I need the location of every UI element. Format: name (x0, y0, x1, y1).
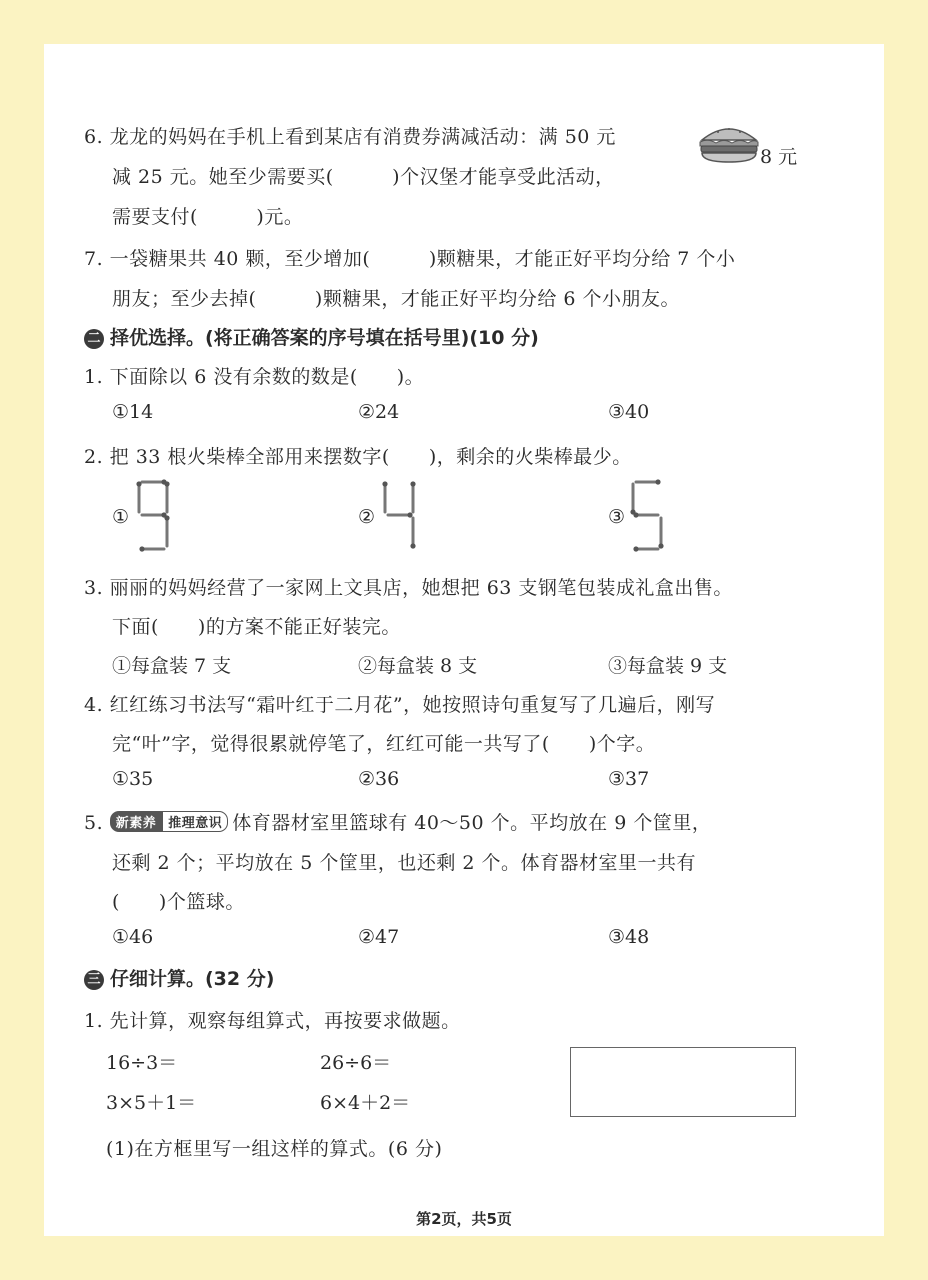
s2q3-option-1: ①每盒装 7 支 (112, 655, 232, 677)
section2-badge: 二 (84, 329, 104, 349)
s2q2-option-2: ② (358, 506, 376, 528)
s3q1-text: 1. 先计算，观察每组算式，再按要求做题。 (84, 1010, 461, 1032)
matchstick-digit-4 (382, 478, 416, 554)
section3-heading (84, 964, 274, 991)
s2q5-option-2: ②47 (358, 926, 400, 948)
page-number: 第2页，共5页 (416, 1210, 512, 1228)
s3q1-sub1: (1)在方框里写一组这样的算式。(6 分) (106, 1138, 443, 1160)
s2q5-text-1: 体育器材室里篮球有 40～50 个。平均放在 9 个筐里， (232, 812, 712, 834)
q7-line1: 7. 一袋糖果共 40 颗，至少增加( )颗糖果，才能正好平均分给 7 个小 (84, 248, 736, 270)
s2q5-line2: 还剩 2 个；平均放在 5 个筐里，也还剩 2 个。体育器材室里一共有 (112, 852, 697, 874)
s2q2-option-1: ① (112, 506, 130, 528)
expression-3: 3×5＋1＝ (106, 1092, 197, 1114)
s2q3-option-2: ②每盒装 8 支 (358, 655, 478, 677)
expression-2: 26÷6＝ (320, 1052, 392, 1074)
s2q2-text: 2. 把 33 根火柴棒全部用来摆数字( )，剩余的火柴棒最少。 (84, 446, 632, 468)
s2q4-option-3: ③37 (608, 768, 650, 790)
s2q1-option-1: ①14 (112, 401, 154, 423)
reasoning-tag: 推理意识 (162, 811, 228, 832)
s2q1-text: 1. 下面除以 6 没有余数的数是( )。 (84, 366, 425, 388)
matchstick-digit-5 (630, 478, 664, 554)
q6-line1: 6. 龙龙的妈妈在手机上看到某店有消费券满减活动：满 50 元 (84, 126, 616, 148)
s2q4-line2: 完“叶”字，觉得很累就停笔了，红红可能一共写了( )个字。 (112, 733, 656, 755)
hamburger-icon (698, 122, 760, 164)
new-literacy-tag: 新素养 (110, 811, 163, 832)
section3-badge: 三 (84, 970, 104, 990)
s2q5-line1 (84, 808, 711, 835)
answer-box[interactable] (570, 1047, 796, 1117)
s2q3-line2: 下面( )的方案不能正好装完。 (112, 616, 401, 638)
expression-4: 6×4＋2＝ (320, 1092, 411, 1114)
matchstick-digit-9 (136, 478, 170, 554)
section2-title: 择优选择。(将正确答案的序号填在括号里)(10 分) (110, 327, 539, 349)
s2q3-line1: 3. 丽丽的妈妈经营了一家网上文具店，她想把 63 支钢笔包装成礼盒出售。 (84, 577, 733, 599)
q7-line2: 朋友；至少去掉( )颗糖果，才能正好平均分给 6 个小朋友。 (112, 288, 680, 310)
s2q5-option-3: ③48 (608, 926, 650, 948)
q6-line2: 减 25 元。她至少需要买( )个汉堡才能享受此活动， (112, 166, 615, 188)
s2q4-option-2: ②36 (358, 768, 400, 790)
s2q5-number: 5. (84, 812, 104, 834)
q6-line3: 需要支付( )元。 (112, 206, 304, 228)
s2q5-option-1: ①46 (112, 926, 154, 948)
s2q5-line3: ( )个篮球。 (112, 891, 245, 913)
section2-heading (84, 323, 539, 350)
s2q1-option-2: ②24 (358, 401, 400, 423)
s2q3-option-3: ③每盒装 9 支 (608, 655, 728, 677)
s2q4-line1: 4. 红红练习书法写“霜叶红于二月花”，她按照诗句重复写了几遍后，刚写 (84, 694, 716, 716)
s2q2-option-3: ③ (608, 506, 626, 528)
s2q1-option-3: ③40 (608, 401, 650, 423)
burger-price: 8 元 (760, 146, 798, 168)
s2q4-option-1: ①35 (112, 768, 154, 790)
section3-title: 仔细计算。(32 分) (110, 968, 275, 990)
expression-1: 16÷3＝ (106, 1052, 178, 1074)
worksheet-page (44, 44, 884, 1236)
